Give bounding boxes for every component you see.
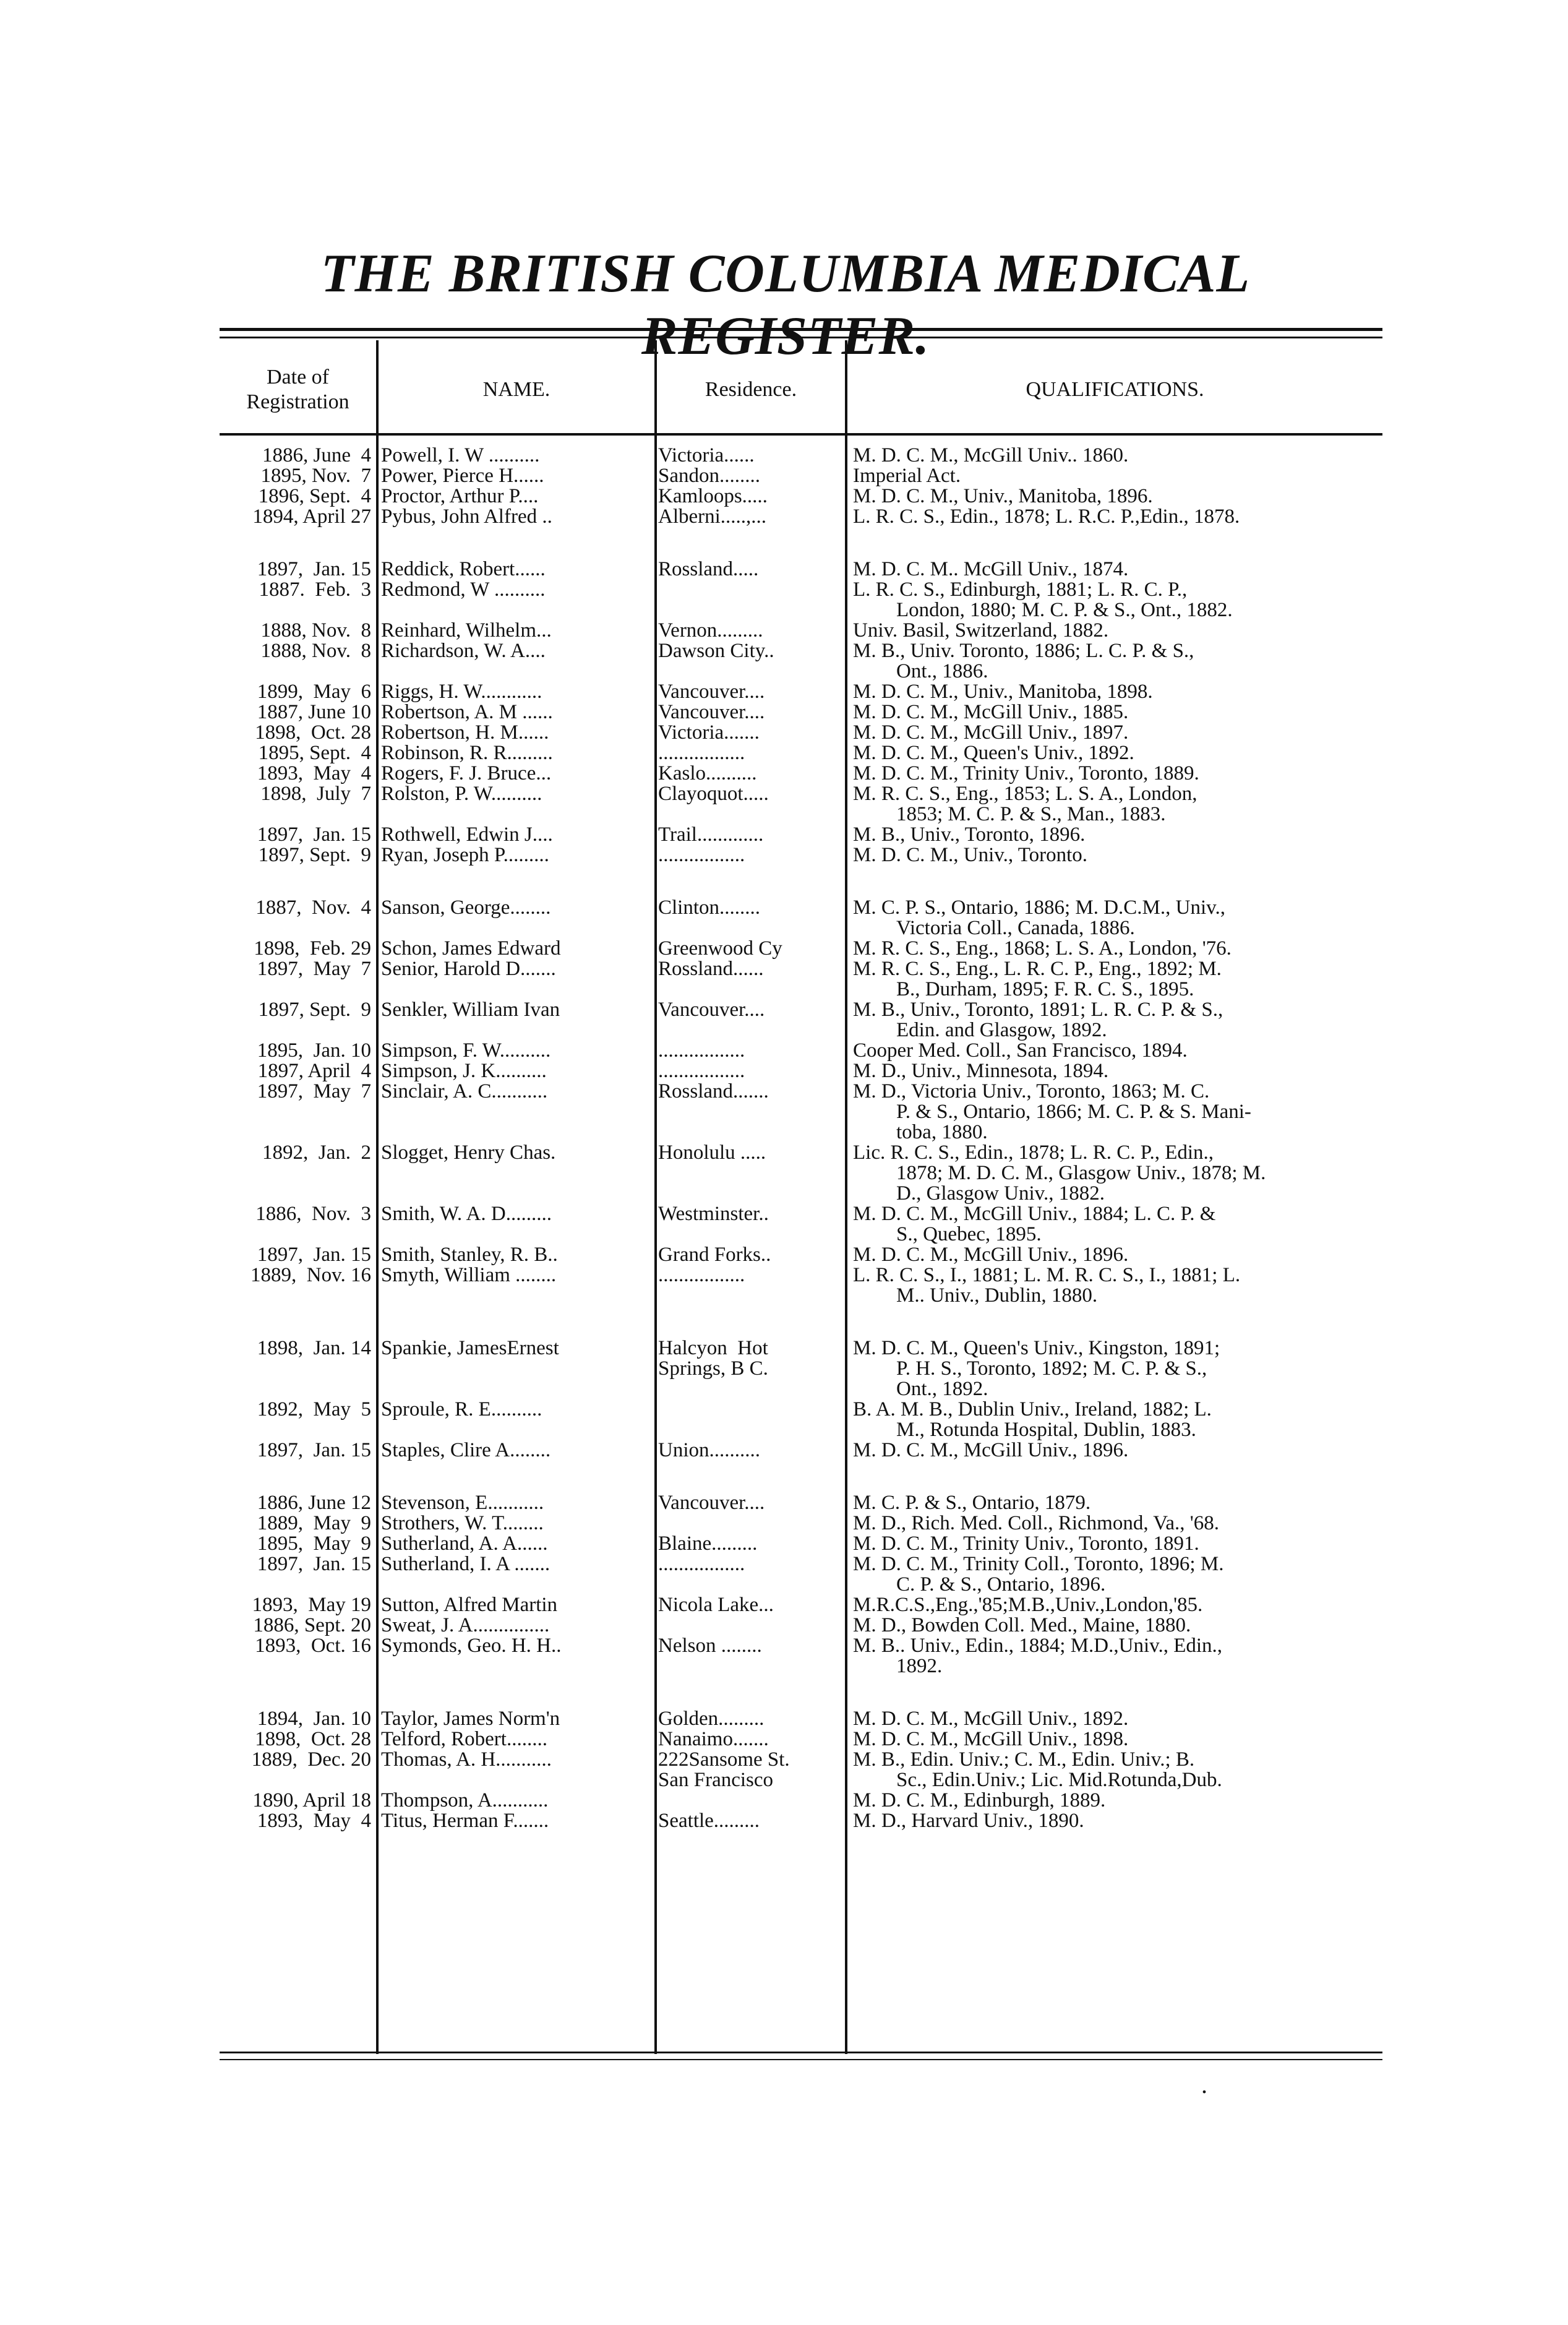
registrant-name: Symonds, Geo. H. H.. — [381, 1636, 562, 1656]
table-row — [0, 486, 1568, 507]
qualifications — [846, 1790, 1390, 1811]
group-gap — [0, 1306, 1568, 1338]
residence: Nicola Lake... — [658, 1595, 774, 1615]
residence: Vancouver.... — [658, 1493, 765, 1513]
qualification-line: M. B., Univ., Toronto, 1896. — [853, 825, 1086, 845]
registrant-name: Sanson, George........ — [381, 898, 551, 918]
residence: Victoria...... — [658, 445, 755, 466]
registration-date: 1893, Oct. 16 — [255, 1636, 371, 1656]
qualifications — [846, 682, 1390, 702]
registrant-name: Powell, I. W .......... — [381, 445, 540, 466]
residence: Union.......... — [658, 1440, 760, 1461]
residence: Halcyon Hot Springs, B C. — [658, 1338, 768, 1379]
header-qualifications: QUALIFICATIONS. — [1026, 378, 1204, 401]
table-row — [0, 445, 1568, 466]
qualifications — [846, 486, 1390, 507]
qualifications — [846, 1245, 1390, 1265]
registrant-name: Thompson, A........... — [381, 1790, 549, 1811]
qualification-line: M. B., Univ. Toronto, 1886; L. C. P. & S., — [853, 641, 1194, 662]
qualification-line: P. H. S., Toronto, 1892; M. C. P. & S., — [896, 1357, 1207, 1380]
residence: Kaslo.......... — [658, 763, 757, 784]
registration-date: 1889, May 9 — [257, 1513, 371, 1534]
table-row — [0, 1041, 1568, 1061]
registration-date: 1894, Jan. 10 — [257, 1709, 371, 1729]
qualification-line: S., Quebec, 1895. — [896, 1223, 1042, 1245]
registration-date: 1897, May 7 — [257, 1081, 371, 1102]
registration-date: 1888, Nov. 8 — [260, 621, 371, 641]
table-row — [0, 507, 1568, 527]
qualification-line: P. & S., Ontario, 1866; M. C. P. & S. Mani- — [896, 1101, 1251, 1123]
qualifications — [846, 743, 1390, 763]
table-row — [0, 723, 1568, 743]
qualification-line: Lic. R. C. S., Edin., 1878; L. R. C. P., Edin., — [853, 1143, 1214, 1164]
registration-date: 1898, July 7 — [260, 784, 371, 804]
table-row — [0, 898, 1568, 939]
group-gap — [0, 527, 1568, 559]
qualification-line: M. R. C. S., Eng., 1868; L. S. A., London, '76. — [853, 939, 1232, 959]
registration-date: 1892, May 5 — [257, 1399, 371, 1420]
table-row — [0, 641, 1568, 682]
qualifications — [846, 1636, 1390, 1677]
qualification-line: M. D. C. M.. McGill Univ., 1874. — [853, 559, 1129, 580]
registration-date: 1893, May 4 — [257, 763, 371, 784]
qualification-line: M.R.C.S.,Eng.,'85;M.B.,Univ.,London,'85. — [853, 1595, 1203, 1615]
table-row — [0, 1143, 1568, 1204]
qualifications — [846, 559, 1390, 580]
qualification-line: M. D. C. M., Trinity Coll., Toronto, 1896; M. — [853, 1554, 1224, 1575]
qualification-line: London, 1880; M. C. P. & S., Ont., 1882. — [896, 599, 1233, 621]
header-rule — [220, 433, 1382, 436]
header-residence: Residence. — [705, 378, 797, 401]
registration-date: 1898, Jan. 14 — [257, 1338, 371, 1359]
registrant-name: Reddick, Robert...... — [381, 559, 546, 580]
qualification-line: 1878; M. D. C. M., Glasgow Univ., 1878; M. — [896, 1162, 1266, 1184]
residence: Alberni.....,... — [658, 507, 767, 527]
registration-date: 1895, Jan. 10 — [257, 1041, 371, 1061]
qualifications — [846, 763, 1390, 784]
qualification-line: Victoria Coll., Canada, 1886. — [896, 917, 1135, 939]
qualification-line: M. D. C. M., McGill Univ., 1896. — [853, 1245, 1129, 1265]
qualification-line: M. D. C. M., Queen's Univ., 1892. — [853, 743, 1134, 763]
register-body — [0, 445, 1568, 1831]
registrant-name: Robertson, H. M...... — [381, 723, 549, 743]
qualification-line: M. D. C. M., Univ., Toronto. — [853, 845, 1088, 866]
qualifications — [846, 1041, 1390, 1061]
residence: Westminster.. — [658, 1204, 769, 1224]
qualification-line: Ont., 1892. — [896, 1378, 988, 1399]
qualifications — [846, 1493, 1390, 1513]
registration-date: 1896, Sept. 4 — [258, 486, 371, 507]
residence: Vancouver.... — [658, 1000, 765, 1020]
qualifications — [846, 825, 1390, 845]
registration-date: 1895, Sept. 4 — [258, 743, 371, 763]
qualifications — [846, 1534, 1390, 1554]
registration-date: 1888, Nov. 8 — [260, 641, 371, 661]
residence: Vernon......... — [658, 621, 763, 641]
residence: Clayoquot..... — [658, 784, 769, 804]
registrant-name: Pybus, John Alfred .. — [381, 507, 552, 527]
header-date — [220, 346, 376, 433]
registrant-name: Senior, Harold D....... — [381, 959, 556, 979]
residence: ................. — [658, 1061, 745, 1081]
registrant-name: Simpson, J. K.......... — [381, 1061, 547, 1081]
registrant-name: Titus, Herman F....... — [381, 1811, 549, 1831]
qualifications — [846, 1595, 1390, 1615]
qualifications — [846, 507, 1390, 527]
residence: Greenwood Cy — [658, 939, 782, 959]
residence: Victoria....... — [658, 723, 760, 743]
qualifications — [846, 1709, 1390, 1729]
qualifications — [846, 445, 1390, 466]
registrant-name: Reinhard, Wilhelm... — [381, 621, 552, 641]
qualifications — [846, 1750, 1390, 1790]
table-row — [0, 1534, 1568, 1554]
registrant-name: Smyth, William ........ — [381, 1265, 557, 1286]
page-title: THE BRITISH COLUMBIA MEDICAL — [320, 244, 1251, 304]
registrant-name: Robinson, R. R......... — [381, 743, 553, 763]
residence: Rossland...... — [658, 959, 764, 979]
registration-date: 1898, Feb. 29 — [254, 939, 371, 959]
qualification-line: M. D., Univ., Minnesota, 1894. — [853, 1061, 1109, 1081]
table-row — [0, 580, 1568, 621]
registrant-name: Rolston, P. W.......... — [381, 784, 542, 804]
table-row — [0, 1493, 1568, 1513]
qualifications — [846, 1061, 1390, 1081]
registrant-name: Staples, Clire A........ — [381, 1440, 551, 1461]
qualification-line: Univ. Basil, Switzerland, 1882. — [853, 621, 1109, 641]
residence: Rossland....... — [658, 1081, 769, 1102]
residence: ................. — [658, 1265, 745, 1286]
qualification-line: M. D. C. M., McGill Univ., 1884; L. C. P. & — [853, 1204, 1216, 1225]
table-row — [0, 1338, 1568, 1399]
qualifications — [846, 1554, 1390, 1595]
registrant-name: Ryan, Joseph P......... — [381, 845, 549, 866]
qualification-line: M. D. C. M., McGill Univ., 1892. — [853, 1709, 1129, 1729]
registration-date: 1897, Jan. 15 — [257, 825, 371, 845]
table-row — [0, 1081, 1568, 1143]
qualification-line: B., Durham, 1895; F. R. C. S., 1895. — [896, 978, 1194, 1000]
top-rule — [220, 328, 1382, 331]
residence: Vancouver.... — [658, 702, 765, 723]
registrant-name: Strothers, W. T........ — [381, 1513, 544, 1534]
registration-date: 1898, Oct. 28 — [255, 1729, 371, 1750]
qualifications — [846, 959, 1390, 1000]
qualification-line: toba, 1880. — [896, 1121, 988, 1143]
registrant-name: Senkler, William Ivan — [381, 1000, 560, 1020]
registrant-name: Rothwell, Edwin J.... — [381, 825, 553, 845]
residence: Trail............. — [658, 825, 764, 845]
registrant-name: Riggs, H. W............ — [381, 682, 542, 702]
qualifications — [846, 845, 1390, 866]
qualifications — [846, 1440, 1390, 1461]
qualification-line: M. B., Univ., Toronto, 1891; L. R. C. P. & S., — [853, 1000, 1223, 1021]
residence: Vancouver.... — [658, 682, 765, 702]
registrant-name: Telford, Robert........ — [381, 1729, 547, 1750]
qualifications — [846, 1265, 1390, 1306]
page-mark: . — [1201, 2071, 1207, 2099]
residence: Sandon........ — [658, 466, 760, 486]
residence: Grand Forks.. — [658, 1245, 771, 1265]
qualification-line: M.. Univ., Dublin, 1880. — [896, 1284, 1098, 1306]
table-row — [0, 1204, 1568, 1245]
qualifications — [846, 1081, 1390, 1143]
qualifications — [846, 1399, 1390, 1440]
residence: Clinton........ — [658, 898, 761, 918]
header-date-line-1: Date of — [266, 366, 329, 389]
registrant-name: Thomas, A. H........... — [381, 1750, 552, 1770]
group-gap — [0, 1677, 1568, 1709]
table-row — [0, 1000, 1568, 1041]
registrant-name: Sutherland, A. A...... — [381, 1534, 548, 1554]
bottom-rule — [220, 2052, 1382, 2053]
residence: Blaine......... — [658, 1534, 758, 1554]
residence: Kamloops..... — [658, 486, 768, 507]
table-row — [0, 784, 1568, 825]
qualification-line: M. D., Harvard Univ., 1890. — [853, 1811, 1084, 1831]
qualification-line: L. R. C. S., Edin., 1878; L. R.C. P.,Edin., 1878. — [853, 507, 1240, 527]
qualification-line: Ont., 1886. — [896, 660, 988, 682]
registrant-name: Power, Pierce H...... — [381, 466, 544, 486]
registration-date: 1895, May 9 — [257, 1534, 371, 1554]
table-row — [0, 1265, 1568, 1306]
qualifications — [846, 784, 1390, 825]
registrant-name: Taylor, James Norm'n — [381, 1709, 560, 1729]
residence: Dawson City.. — [658, 641, 774, 661]
header-name: NAME. — [482, 378, 551, 401]
table-row — [0, 702, 1568, 723]
qualifications — [846, 898, 1390, 939]
registrant-name: Smith, W. A. D......... — [381, 1204, 552, 1224]
registrant-name: Stevenson, E........... — [381, 1493, 544, 1513]
registration-date: 1897, May 7 — [257, 959, 371, 979]
table-row — [0, 1811, 1568, 1831]
qualification-line: Imperial Act. — [853, 466, 961, 486]
qualification-line: M. D. C. M., Edinburgh, 1889. — [853, 1790, 1106, 1811]
qualification-line: M. D., Victoria Univ., Toronto, 1863; M. C. — [853, 1081, 1210, 1102]
residence: ................. — [658, 845, 745, 866]
table-row — [0, 939, 1568, 959]
table-row — [0, 1750, 1568, 1790]
registration-date: 1894, April 27 — [252, 507, 371, 527]
group-gap — [0, 866, 1568, 898]
registration-date: 1897, Jan. 15 — [257, 1440, 371, 1461]
table-row — [0, 1554, 1568, 1595]
qualifications — [846, 1811, 1390, 1831]
table-row — [0, 621, 1568, 641]
header-date-line-2: Registration — [246, 390, 349, 413]
qualifications — [846, 641, 1390, 682]
qualifications — [846, 1143, 1390, 1204]
qualification-line: D., Glasgow Univ., 1882. — [896, 1182, 1105, 1204]
residence: Nelson ........ — [658, 1636, 762, 1656]
registration-date: 1889, Dec. 20 — [251, 1750, 371, 1770]
registrant-name: Smith, Stanley, R. B.. — [381, 1245, 558, 1265]
table-row — [0, 845, 1568, 866]
registration-date: 1887, June 10 — [257, 702, 371, 723]
registrant-name: Sweat, J. A............... — [381, 1615, 550, 1636]
registration-date: 1887, Nov. 4 — [255, 898, 371, 918]
table-row — [0, 1245, 1568, 1265]
registrant-name: Sutherland, I. A ....... — [381, 1554, 551, 1575]
registration-date: 1899, May 6 — [257, 682, 371, 702]
table-row — [0, 559, 1568, 580]
qualification-line: Cooper Med. Coll., San Francisco, 1894. — [853, 1041, 1188, 1061]
registration-date: 1897, Jan. 15 — [257, 1554, 371, 1575]
qualification-line: M. D. C. M., McGill Univ., 1896. — [853, 1440, 1129, 1461]
registrant-name: Spankie, JamesErnest — [381, 1338, 559, 1359]
registration-date: 1895, Nov. 7 — [260, 466, 371, 486]
residence: Honolulu ..... — [658, 1143, 766, 1163]
registration-date: 1886, Nov. 3 — [255, 1204, 371, 1224]
qualifications — [846, 621, 1390, 641]
qualification-line: M. D. C. M., Univ., Manitoba, 1898. — [853, 682, 1153, 702]
registrant-name: Sinclair, A. C........... — [381, 1081, 548, 1102]
qualification-line: L. R. C. S., I., 1881; L. M. R. C. S., I., 1881; L. — [853, 1265, 1241, 1286]
registration-date: 1897, Sept. 9 — [258, 845, 371, 866]
table-row — [0, 1729, 1568, 1750]
residence: 222Sansome St. San Francisco — [658, 1750, 790, 1790]
qualification-line: M. D. C. M., McGill Univ., 1897. — [853, 723, 1129, 743]
qualification-line: M. B.. Univ., Edin., 1884; M.D.,Univ., Edin., — [853, 1636, 1223, 1657]
registrant-name: Slogget, Henry Chas. — [381, 1143, 556, 1163]
registration-date: 1887. Feb. 3 — [259, 580, 371, 600]
qualification-line: C. P. & S., Ontario, 1896. — [896, 1573, 1106, 1595]
qualifications — [846, 1513, 1390, 1534]
registrant-name: Schon, James Edward — [381, 939, 561, 959]
registrant-name: Redmond, W .......... — [381, 580, 546, 600]
qualification-line: M. R. C. S., Eng., L. R. C. P., Eng., 1892; M. — [853, 959, 1222, 980]
table-row — [0, 1709, 1568, 1729]
registration-date: 1897, April 4 — [257, 1061, 371, 1081]
qualification-line: 1853; M. C. P. & S., Man., 1883. — [896, 803, 1166, 825]
table-row — [0, 1513, 1568, 1534]
qualification-line: M. C. P. & S., Ontario, 1879. — [853, 1493, 1091, 1513]
qualifications — [846, 939, 1390, 959]
residence: Seattle......... — [658, 1811, 760, 1831]
qualifications — [846, 1204, 1390, 1245]
qualification-line: Edin. and Glasgow, 1892. — [896, 1019, 1107, 1041]
table-row — [0, 763, 1568, 784]
registration-date: 1897, Jan. 15 — [257, 559, 371, 580]
qualifications — [846, 723, 1390, 743]
registrant-name: Rogers, F. J. Bruce... — [381, 763, 552, 784]
bottom-rule-thin — [220, 2059, 1382, 2060]
registration-date: 1897, Jan. 15 — [257, 1245, 371, 1265]
table-row — [0, 682, 1568, 702]
table-row — [0, 959, 1568, 1000]
table-row — [0, 825, 1568, 845]
qualification-line: M. R. C. S., Eng., 1853; L. S. A., London, — [853, 784, 1197, 805]
residence: Golden......... — [658, 1709, 765, 1729]
registrant-name: Robertson, A. M ...... — [381, 702, 553, 723]
table-row — [0, 1440, 1568, 1461]
registration-date: 1886, June 12 — [257, 1493, 371, 1513]
qualification-line: M. D. C. M., Queen's Univ., Kingston, 1891; — [853, 1338, 1220, 1359]
table-row — [0, 1399, 1568, 1440]
registrant-name: Richardson, W. A.... — [381, 641, 546, 661]
registration-date: 1893, May 19 — [252, 1595, 371, 1615]
qualification-line: M. D. C. M., Trinity Univ., Toronto, 1891. — [853, 1534, 1199, 1554]
group-gap — [0, 1461, 1568, 1493]
table-row — [0, 1595, 1568, 1615]
registration-date: 1886, Sept. 20 — [253, 1615, 371, 1636]
registration-date: 1889, Nov. 16 — [251, 1265, 371, 1286]
qualification-line: M. D. C. M., McGill Univ.. 1860. — [853, 445, 1129, 466]
qualification-line: M. D. C. M., Univ., Manitoba, 1896. — [853, 486, 1153, 507]
qualifications — [846, 1615, 1390, 1636]
qualifications — [846, 702, 1390, 723]
qualifications — [846, 1729, 1390, 1750]
qualification-line: 1892. — [896, 1655, 943, 1677]
qualification-line: M. D. C. M., Trinity Univ., Toronto, 1889. — [853, 763, 1199, 784]
qualification-line: B. A. M. B., Dublin Univ., Ireland, 1882; L. — [853, 1399, 1212, 1420]
registration-date: 1890, April 18 — [252, 1790, 371, 1811]
residence: ................. — [658, 1041, 745, 1061]
qualification-line: L. R. C. S., Edinburgh, 1881; L. R. C. P., — [853, 580, 1188, 601]
qualification-line: Sc., Edin.Univ.; Lic. Mid.Rotunda,Dub. — [896, 1769, 1222, 1790]
qualification-line: M. D., Bowden Coll. Med., Maine, 1880. — [853, 1615, 1191, 1636]
registration-date: 1897, Sept. 9 — [258, 1000, 371, 1020]
residence: Rossland..... — [658, 559, 759, 580]
qualifications — [846, 466, 1390, 486]
table-row — [0, 466, 1568, 486]
table-row — [0, 1636, 1568, 1677]
registration-date: 1886, June 4 — [262, 445, 371, 466]
qualifications — [846, 1338, 1390, 1399]
residence: Nanaimo....... — [658, 1729, 769, 1750]
table-row — [0, 1790, 1568, 1811]
top-rule-thin — [220, 337, 1382, 338]
qualification-line: M. C. P. S., Ontario, 1886; M. D.C.M., Univ., — [853, 898, 1226, 919]
registration-date: 1893, May 4 — [257, 1811, 371, 1831]
table-row — [0, 1615, 1568, 1636]
registrant-name: Simpson, F. W.......... — [381, 1041, 551, 1061]
residence: ................. — [658, 743, 745, 763]
table-row — [0, 743, 1568, 763]
qualifications — [846, 1000, 1390, 1041]
registrant-name: Proctor, Arthur P.... — [381, 486, 539, 507]
qualification-line: M. D. C. M., McGill Univ., 1898. — [853, 1729, 1129, 1750]
qualification-line: M. D. C. M., McGill Univ., 1885. — [853, 702, 1129, 723]
qualification-line: M. B., Edin. Univ.; C. M., Edin. Univ.; B. — [853, 1750, 1195, 1771]
qualifications — [846, 580, 1390, 621]
qualification-line: M. D., Rich. Med. Coll., Richmond, Va., '68. — [853, 1513, 1220, 1534]
registrant-name: Sproule, R. E.......... — [381, 1399, 542, 1420]
registration-date: 1892, Jan. 2 — [262, 1143, 371, 1163]
residence: ................. — [658, 1554, 745, 1575]
registration-date: 1898, Oct. 28 — [255, 723, 371, 743]
qualification-line: M., Rotunda Hospital, Dublin, 1883. — [896, 1419, 1196, 1440]
table-row — [0, 1061, 1568, 1081]
registrant-name: Sutton, Alfred Martin — [381, 1595, 558, 1615]
